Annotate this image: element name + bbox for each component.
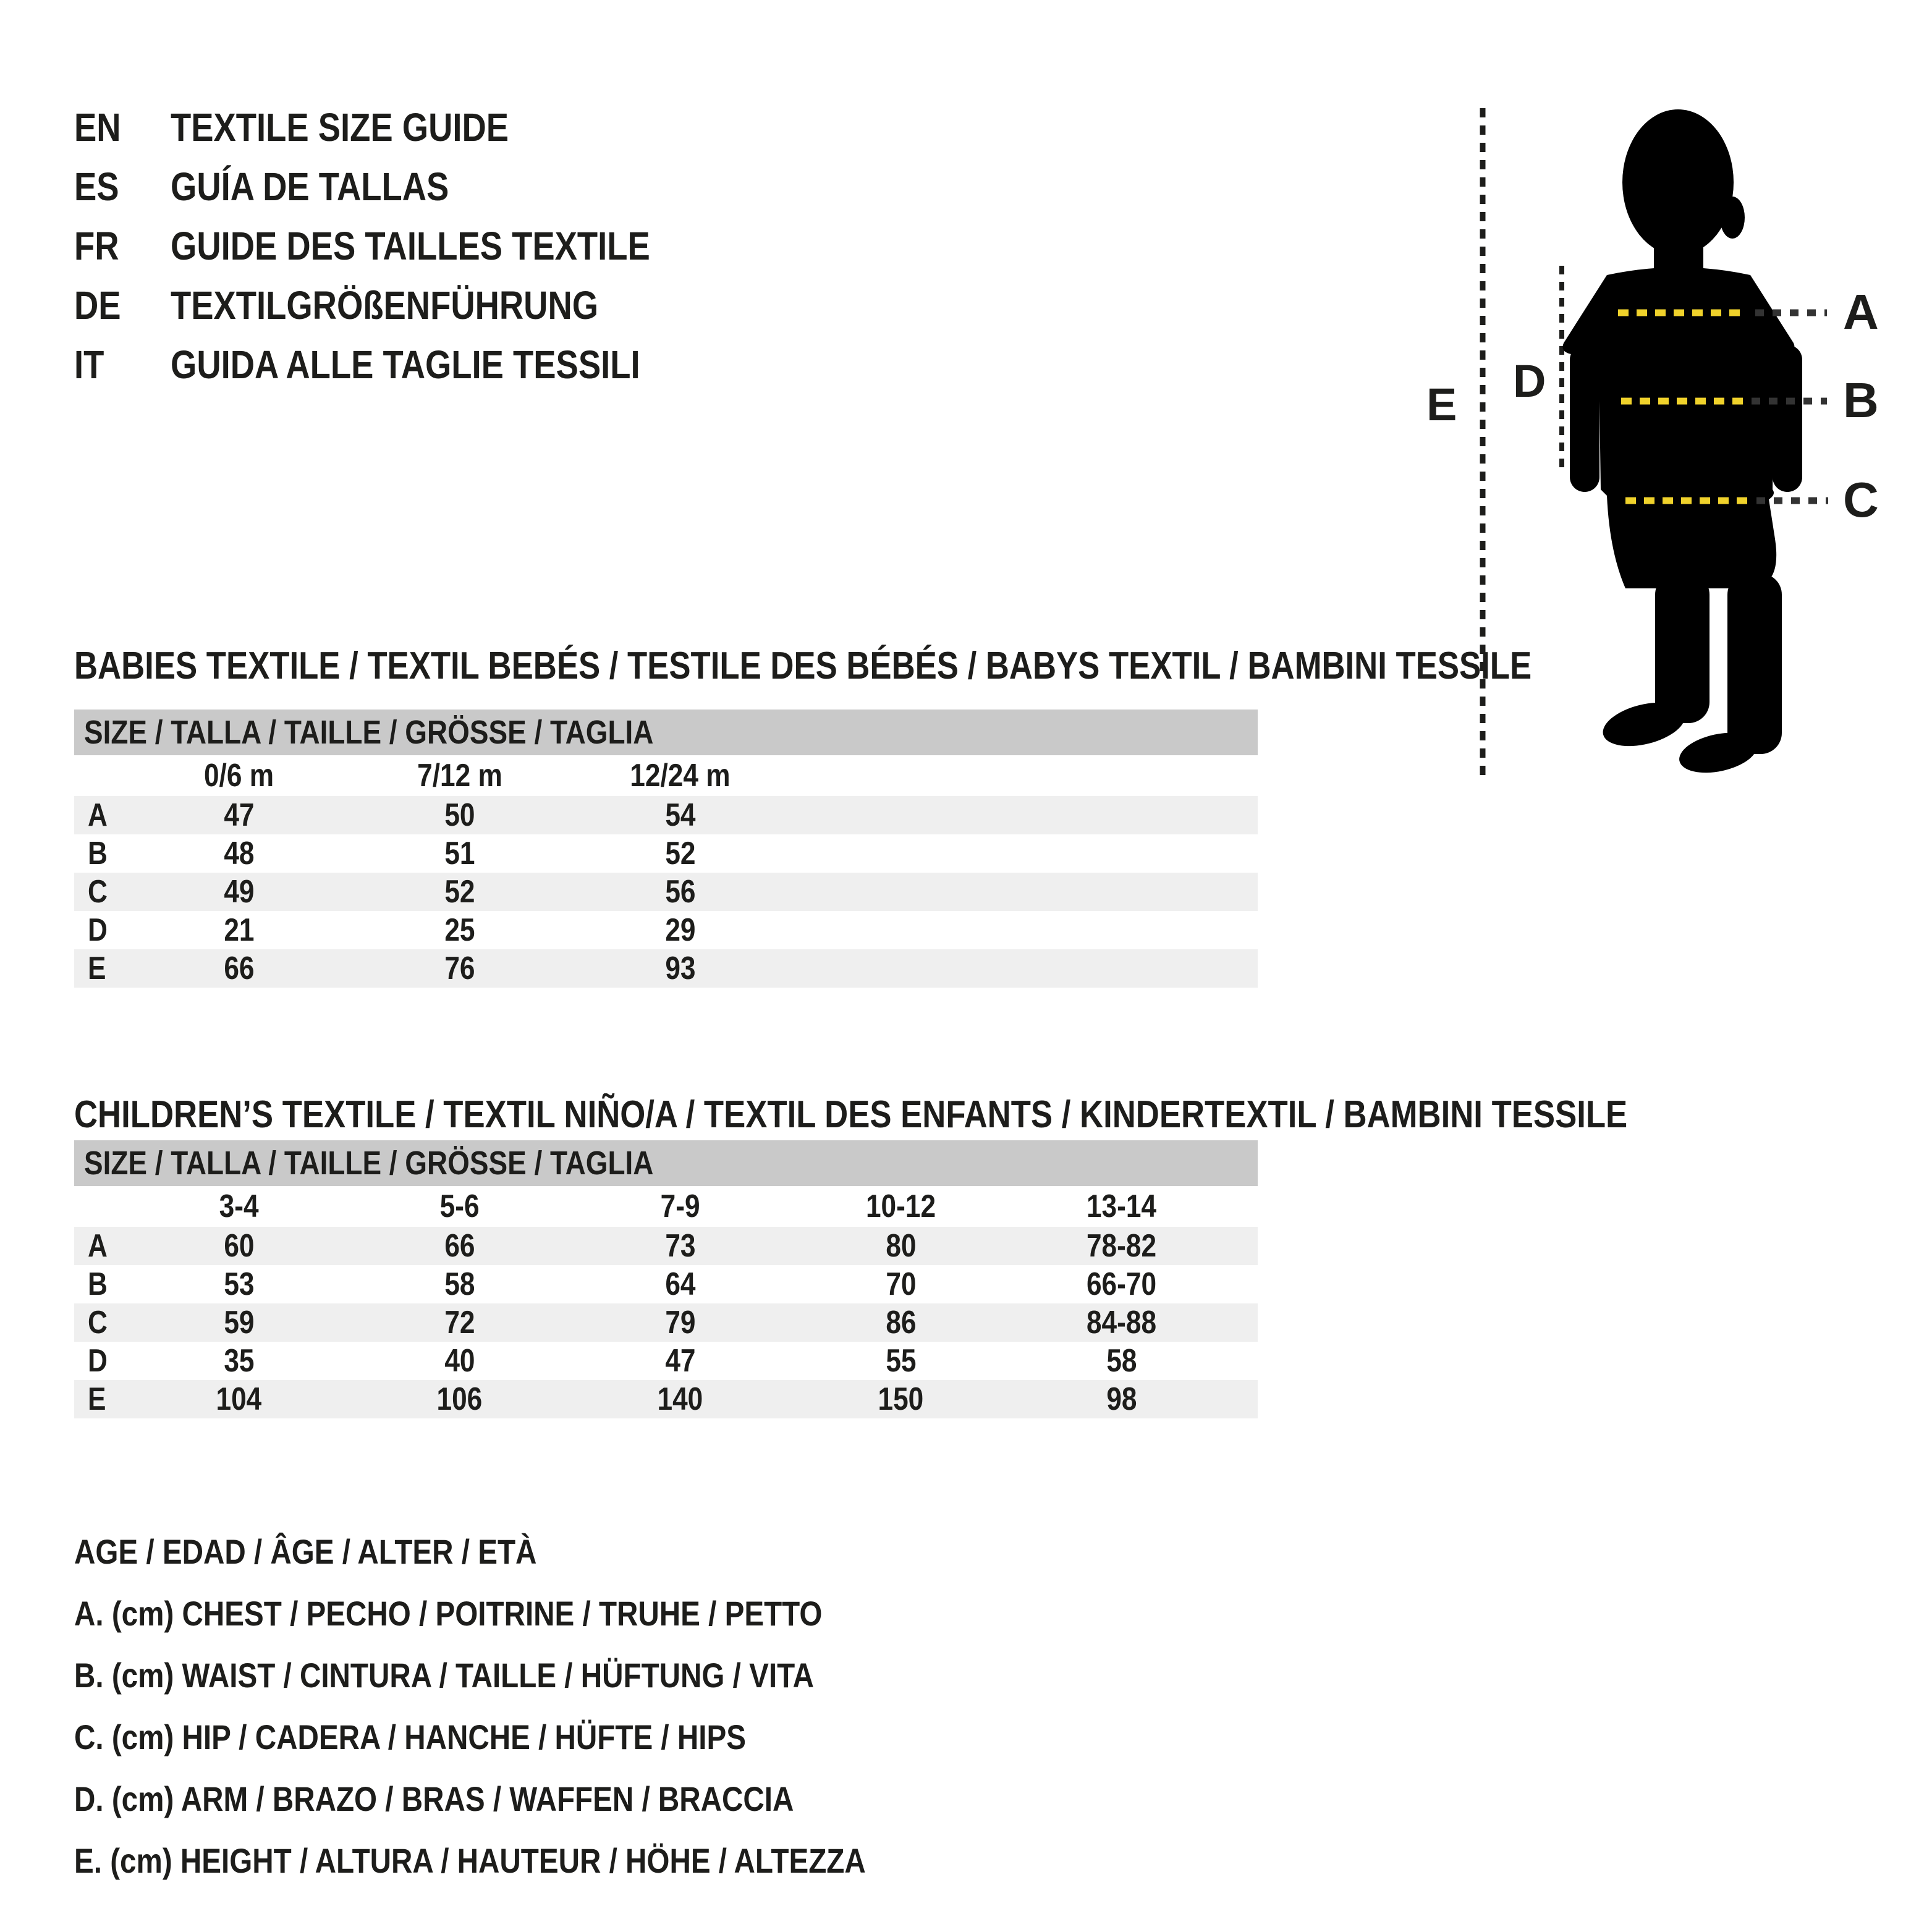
cell: 150: [878, 1381, 924, 1417]
label-d: D: [1513, 355, 1546, 407]
table-row: [74, 911, 1258, 949]
cell: 47: [223, 797, 255, 833]
guide-title: TEXTILE SIZE GUIDE: [171, 105, 509, 150]
measurement-legend: [74, 1520, 1006, 1891]
cell: 93: [664, 951, 696, 986]
table-row: [74, 1380, 1258, 1418]
cell: 86: [885, 1305, 917, 1341]
guide-title: TEXTILGRÖßENFÜHRUNG: [171, 283, 599, 328]
row-label: D: [88, 912, 108, 948]
cell: 98: [1106, 1381, 1137, 1417]
column-header: 7-9: [660, 1188, 700, 1224]
table-row: [74, 1227, 1258, 1265]
row-label: D: [88, 1343, 108, 1379]
legend-height: E. (cm) HEIGHT / ALTURA / HAUTEUR / HÖHE / ALTEZZA: [74, 1841, 866, 1880]
cell: 64: [664, 1266, 696, 1302]
table-row: [74, 1265, 1258, 1303]
table-row: [74, 834, 1258, 873]
cell: 56: [664, 874, 696, 910]
lang-code: EN: [74, 105, 121, 150]
cell: 72: [444, 1305, 475, 1341]
cell: 80: [885, 1228, 917, 1264]
cell: 40: [444, 1343, 475, 1379]
row-label: B: [88, 836, 108, 871]
column-header: 13-14: [1086, 1188, 1157, 1224]
table-row: [74, 1303, 1258, 1342]
cell: 58: [1106, 1343, 1137, 1379]
legend-waist: B. (cm) WAIST / CINTURA / TAILLE / HÜFTUNG / VITA: [74, 1655, 814, 1695]
column-header: 3-4: [219, 1188, 259, 1224]
babies-size-table: [74, 755, 1258, 988]
language-title-list: [74, 98, 735, 394]
column-header: 5-6: [439, 1188, 480, 1224]
cell: 55: [885, 1343, 917, 1379]
cell: 50: [444, 797, 475, 833]
legend-age: AGE / EDAD / ÂGE / ALTER / ETÀ: [74, 1532, 537, 1571]
cell: 84-88: [1086, 1305, 1157, 1341]
cell: 25: [444, 912, 475, 948]
cell: 51: [444, 836, 475, 871]
cell: 53: [223, 1266, 255, 1302]
cell: 76: [444, 951, 475, 986]
cell: 52: [664, 836, 696, 871]
children-section-heading: CHILDREN’S TEXTILE / TEXTIL NIÑO/A / TEXTIL DES ENFANTS / KINDERTEXTIL / BAMBINI TESSILE: [74, 1093, 1628, 1136]
column-header: 10-12: [865, 1188, 936, 1224]
cell: 70: [885, 1266, 917, 1302]
cell: 48: [223, 836, 255, 871]
lang-row-it: [74, 335, 735, 394]
cell: 29: [664, 912, 696, 948]
cell: 78-82: [1086, 1228, 1157, 1264]
cell: 73: [664, 1228, 696, 1264]
column-header: 0/6 m: [203, 758, 274, 794]
cell: 66: [444, 1228, 475, 1264]
table-row: [74, 796, 1258, 834]
cell: 140: [657, 1381, 703, 1417]
legend-hip: C. (cm) HIP / CADERA / HANCHE / HÜFTE / HIPS: [74, 1717, 746, 1756]
row-label: A: [88, 1228, 108, 1264]
column-header: 7/12 m: [417, 758, 502, 794]
legend-chest: A. (cm) CHEST / PECHO / POITRINE / TRUHE / PETTO: [74, 1593, 823, 1633]
lang-code: DE: [74, 283, 121, 328]
cell: 21: [223, 912, 255, 948]
column-header: 12/24 m: [630, 758, 731, 794]
label-a: A: [1843, 284, 1879, 339]
cell: 66: [223, 951, 255, 986]
lang-row-de: [74, 276, 735, 335]
cell: 104: [216, 1381, 262, 1417]
table-row: [74, 949, 1258, 988]
lang-code: IT: [74, 342, 104, 387]
children-size-table: [74, 1186, 1258, 1418]
guide-title: GUIDA ALLE TAGLIE TESSILI: [171, 342, 640, 387]
cell: 52: [444, 874, 475, 910]
guide-title: GUÍA DE TALLAS: [171, 164, 449, 209]
cell: 47: [664, 1343, 696, 1379]
row-label: B: [88, 1266, 108, 1302]
row-label: C: [88, 1305, 108, 1341]
cell: 49: [223, 874, 255, 910]
cell: 54: [664, 797, 696, 833]
babies-size-header-bar: SIZE / TALLA / TAILLE / GRÖSSE / TAGLIA: [74, 710, 1258, 755]
label-e: E: [1426, 379, 1457, 430]
babies-section-heading: BABIES TEXTILE / TEXTIL BEBÉS / TESTILE DES BÉBÉS / BABYS TEXTIL / BAMBINI TESSILE: [74, 645, 1532, 687]
lang-code: FR: [74, 224, 119, 268]
cell: 106: [436, 1381, 483, 1417]
row-label: C: [88, 874, 108, 910]
table-row: [74, 873, 1258, 911]
label-c: C: [1843, 472, 1879, 527]
row-label: E: [88, 1381, 106, 1417]
lang-row-en: [74, 98, 735, 157]
children-columns-row: [74, 1186, 1258, 1227]
babies-columns-row: [74, 755, 1258, 796]
lang-row-fr: [74, 216, 735, 276]
table-row: [74, 1342, 1258, 1380]
cell: 59: [223, 1305, 255, 1341]
cell: 60: [223, 1228, 255, 1264]
lang-row-es: [74, 157, 735, 216]
row-label: E: [88, 951, 106, 986]
label-b: B: [1843, 373, 1879, 428]
cell: 66-70: [1086, 1266, 1157, 1302]
child-silhouette-figure: [1391, 62, 1932, 927]
cell: 58: [444, 1266, 475, 1302]
guide-title: GUIDE DES TAILLES TEXTILE: [171, 224, 650, 268]
cell: 79: [664, 1305, 696, 1341]
legend-arm: D. (cm) ARM / BRAZO / BRAS / WAFFEN / BRACCIA: [74, 1779, 794, 1818]
children-size-header-bar: SIZE / TALLA / TAILLE / GRÖSSE / TAGLIA: [74, 1140, 1258, 1186]
row-label: A: [88, 797, 108, 833]
cell: 35: [223, 1343, 255, 1379]
lang-code: ES: [74, 164, 119, 209]
